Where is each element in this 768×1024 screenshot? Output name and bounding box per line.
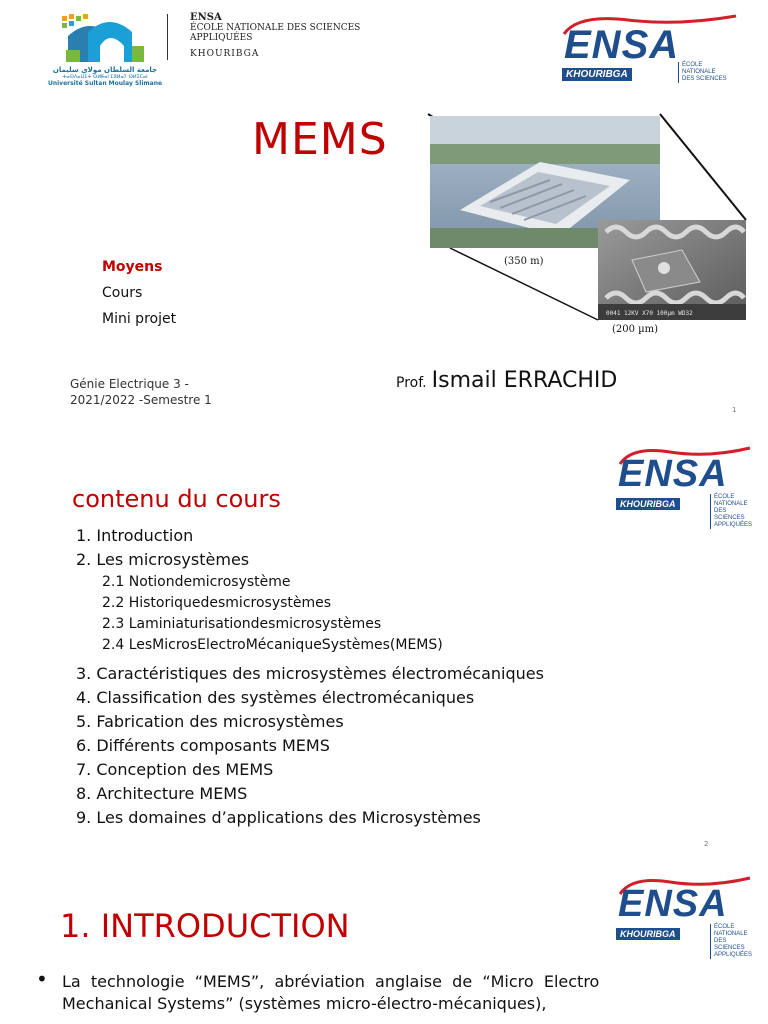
header-divider (167, 14, 168, 60)
ensa-logo-city: KHOURIBGA (562, 68, 632, 81)
school-name-line: ÉCOLE NATIONALE DES SCIENCES (190, 23, 361, 33)
toc-item: 6. Différents composants MEMS (76, 736, 330, 755)
means-item: Cours (102, 285, 143, 301)
school-name-block (190, 12, 420, 59)
means-list (102, 254, 176, 332)
professor-prefix: Prof. (396, 375, 427, 391)
table-of-contents (76, 524, 544, 830)
school-acronym: ENSA (190, 12, 222, 23)
ensa-logo (558, 12, 748, 84)
slide-title: MEMS (252, 114, 388, 165)
toc-item: 5. Fabrication des microsystèmes (76, 712, 344, 731)
toc-subitem: 2.1 Notiondemicrosystème (102, 574, 291, 590)
sem-scale-label: (200 µm) (612, 324, 659, 335)
paragraph-line: Mechanical Systems” (systèmes micro-électro-mécaniques), (62, 994, 547, 1013)
toc-item: 4. Classification des systèmes électromécaniques (76, 688, 475, 707)
bullet-marker: • (36, 967, 48, 991)
university-name-tifinagh: ⵜⴰⵙⴷⴰⵡⵉⵜ ⵙⵍⵟⴰⵏ ⵎⵓⵍⴰⵢ ⵙⵍⵉⵎⴰⵏ (62, 74, 148, 80)
means-item: Mini projet (102, 311, 177, 327)
page-number: 1 (732, 406, 737, 414)
ensa-logo-side-text: ÉCOLE NATIONALE DES SCIENCES (678, 62, 727, 83)
page-number: 2 (704, 840, 709, 848)
toc-subitem: 2.3 Laminiaturisationdesmicrosystèmes (102, 616, 382, 632)
ensa-logo-city: KHOURIBGA (616, 928, 680, 940)
university-name: Université Sultan Moulay Slimane (47, 80, 163, 87)
toc-item: 9. Les domaines d’applications des Microsystèmes (76, 808, 481, 827)
sem-scale-readout: 0041 12KV X70 100µm WD32 (606, 310, 693, 317)
scale-comparison-illustration (420, 110, 750, 340)
professor-name (396, 368, 617, 393)
ensa-logo-city: KHOURIBGA (616, 498, 680, 510)
toc-item: 1. Introduction (76, 526, 194, 545)
toc-subitem: 2.4 LesMicrosElectroMécaniqueSystèmes(MEMS) (102, 637, 443, 653)
ensa-logo-word: ENSA (618, 883, 728, 925)
course-info: Génie Electrique 3 - 2021/2022 -Semestre 1 (70, 377, 212, 407)
toc-item: 2. Les microsystèmes (76, 550, 250, 569)
university-emblem-icon (40, 10, 170, 62)
ensa-logo-side-text: ÉCOLE NATIONALE DES SCIENCES APPLIQUÉES (710, 924, 756, 959)
slide-1 (0, 0, 768, 420)
toc-item: 3. Caractéristiques des microsystèmes électromécaniques (76, 664, 544, 683)
toc-subitem: 2.2 Historiquedesmicrosystèmes (102, 595, 332, 611)
school-city: KHOURIBGA (190, 49, 260, 59)
slide-title: 1. INTRODUCTION (60, 907, 350, 945)
university-logo (40, 10, 170, 87)
slide-title: contenu du cours (72, 485, 281, 513)
ensa-logo-side-text: ÉCOLE NATIONALE DES SCIENCES APPLIQUÉES (710, 494, 756, 529)
ensa-logo-word: ENSA (564, 23, 680, 67)
ensa-logo-word: ENSA (618, 453, 728, 495)
means-heading: Moyens (102, 259, 163, 275)
toc-item: 8. Architecture MEMS (76, 784, 248, 803)
ensa-logo (616, 874, 756, 958)
intro-paragraph (62, 971, 752, 1015)
slide-2 (0, 440, 768, 850)
ensa-logo (616, 444, 756, 528)
building-scale-label: (350 m) (504, 256, 544, 267)
paragraph-line: La technologie “MEMS”, abréviation anglaise de “Micro Electro (62, 972, 600, 991)
toc-item: 7. Conception des MEMS (76, 760, 274, 779)
university-name-arabic: جامعة السلطان مولاي سليمان (52, 66, 158, 74)
professor-fullname: Ismail ERRACHID (431, 368, 618, 393)
slide-3 (0, 868, 768, 1024)
sem-micrograph (598, 220, 746, 320)
school-name-line: APPLIQUÉES (190, 33, 253, 43)
